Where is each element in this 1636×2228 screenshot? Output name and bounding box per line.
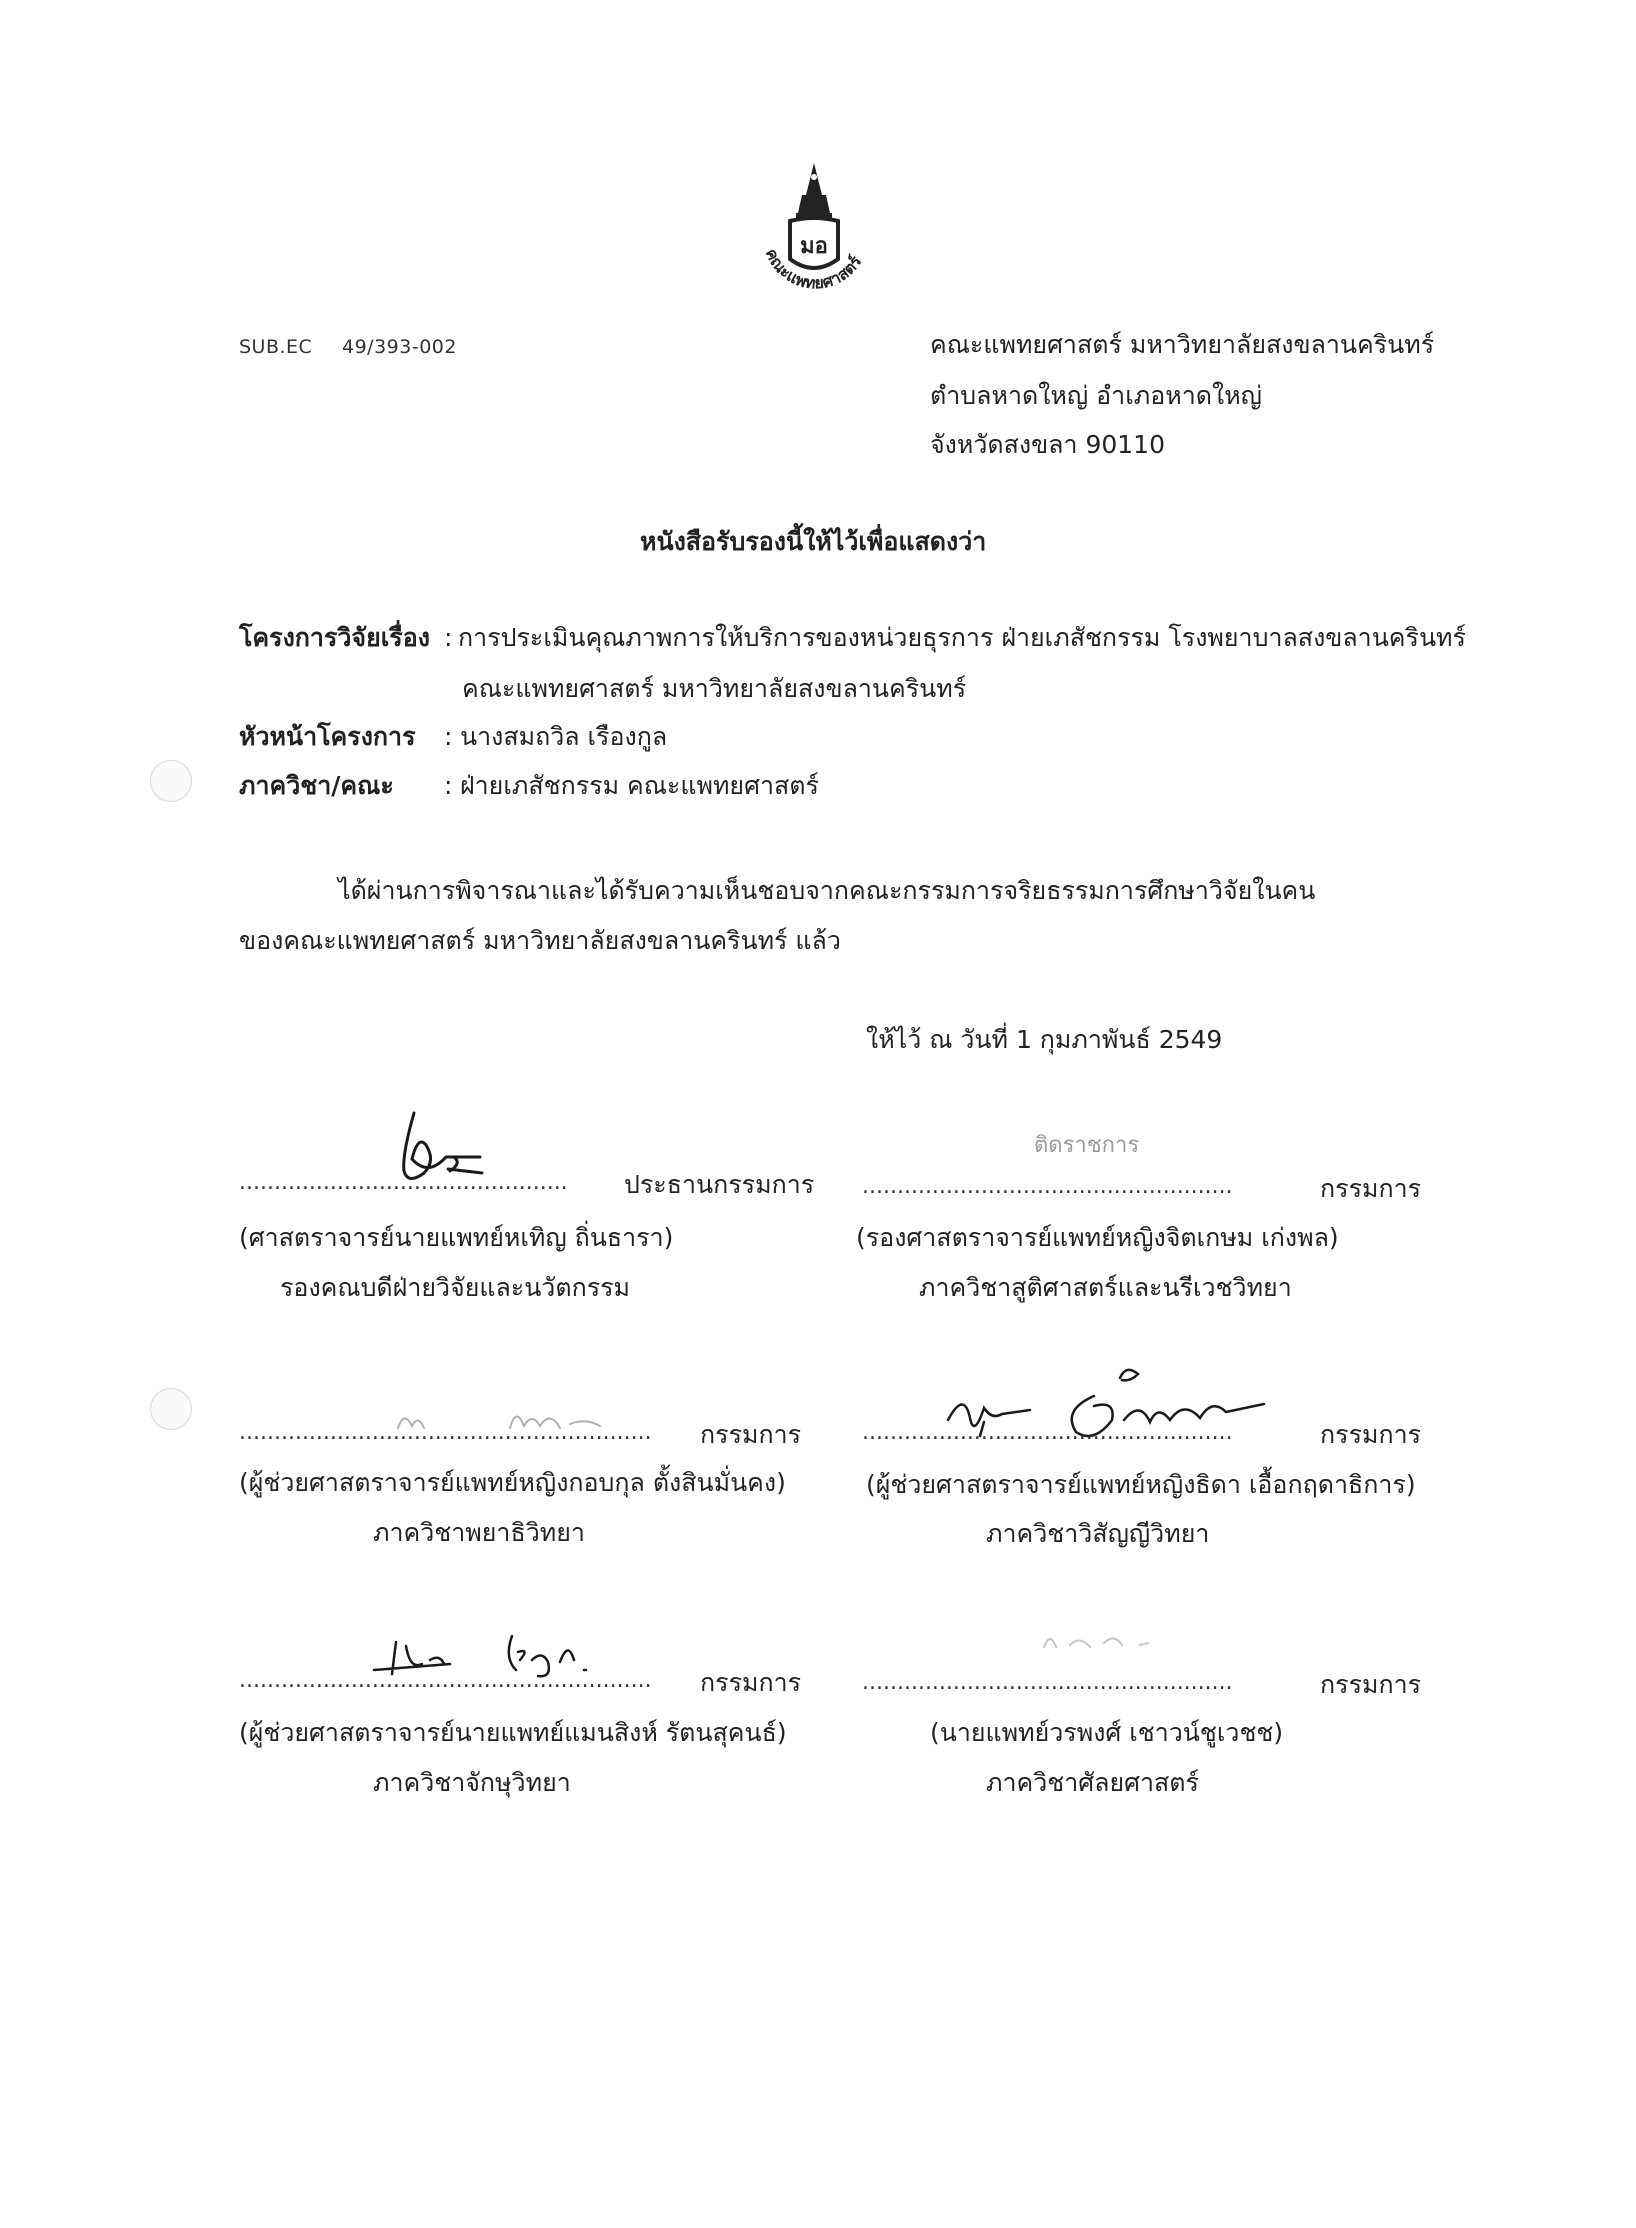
body-line-2: ของคณะแพทยศาสตร์ มหาวิทยาลัยสงขลานครินทร์ แล้ว <box>239 926 841 955</box>
sig3-role: กรรมการ <box>700 1420 802 1449</box>
signature-committee-6 <box>1040 1625 1180 1655</box>
project-head-value: นางสมถวิล เรืองกูล <box>460 722 668 751</box>
address-line-2: ตำบลหาดใหญ่ อำเภอหาดใหญ่ <box>930 381 1262 410</box>
project-head-sep: : <box>444 722 453 751</box>
sig6-role: กรรมการ <box>1320 1670 1422 1699</box>
sig4-role: กรรมการ <box>1320 1420 1422 1449</box>
project-head-label: หัวหน้าโครงการ <box>239 722 416 751</box>
sig2-dotline: ..................................................... <box>862 1174 1233 1199</box>
body-line-1: ได้ผ่านการพิจารณาและได้รับความเห็นชอบจากคณะกรรมการจริยธรรมการศึกษาวิจัยในคน <box>338 876 1316 905</box>
sig5-position: ภาควิชาจักษุวิทยา <box>373 1768 571 1797</box>
sig3-position: ภาควิชาพยาธิวิทยา <box>373 1518 585 1547</box>
sig2-position: ภาควิชาสูติศาสตร์และนรีเวชวิทยา <box>919 1273 1292 1302</box>
sig2-name: (รองศาสตราจารย์แพทย์หญิงจิตเกษม เก่งพล) <box>856 1223 1339 1252</box>
ref-label: SUB.EC <box>239 336 313 358</box>
sig5-dotline: ........................................................... <box>239 1668 652 1693</box>
sig1-dotline: ............................................... <box>239 1170 568 1195</box>
sig4-dotline: ..................................................... <box>862 1420 1233 1445</box>
faculty-seal-logo <box>742 155 887 320</box>
sig6-position: ภาควิชาศัลยศาสตร์ <box>986 1768 1199 1797</box>
sig1-position: รองคณบดีฝ่ายวิจัยและนวัตกรรม <box>280 1273 631 1302</box>
sig5-role: กรรมการ <box>700 1668 802 1697</box>
sig4-position: ภาควิชาวิสัญญีวิทยา <box>986 1519 1210 1548</box>
punch-hole-bottom <box>150 1388 192 1430</box>
sig1-role: ประธานกรรมการ <box>624 1170 815 1199</box>
address-line-1: คณะแพทยศาสตร์ มหาวิทยาลัยสงขลานครินทร์ <box>930 330 1435 359</box>
project-title-line-1: การประเมินคุณภาพการให้บริการของหน่วยธุรการ ฝ่ายเภสัชกรรม โรงพยาบาลสงขลานครินทร์ <box>458 623 1466 652</box>
project-dept-sep: : <box>444 771 453 800</box>
ref-number: 49/393-002 <box>342 336 457 358</box>
certificate-heading: หนังสือรับรองนี้ให้ไว้เพื่อแสดงว่า <box>640 527 987 556</box>
project-dept-label: ภาควิชา/คณะ <box>239 771 394 800</box>
sig4-name: (ผู้ช่วยศาสตราจารย์แพทย์หญิงธิดา เอื้อกฤดาธิการ) <box>866 1470 1416 1499</box>
punch-hole-top <box>150 760 192 802</box>
sig3-dotline: ........................................................... <box>239 1420 652 1445</box>
sig6-dotline: ..................................................... <box>862 1670 1233 1695</box>
project-title-line-2: คณะแพทยศาสตร์ มหาวิทยาลัยสงขลานครินทร์ <box>462 674 967 703</box>
sig5-name: (ผู้ช่วยศาสตราจารย์นายแพทย์แมนสิงห์ รัตนสุคนธ์) <box>239 1718 787 1747</box>
sig2-role: กรรมการ <box>1320 1174 1422 1203</box>
project-dept-value: ฝ่ายเภสัชกรรม คณะแพทยศาสตร์ <box>460 771 819 800</box>
issue-date: ให้ไว้ ณ วันที่ 1 กุมภาพันธ์ 2549 <box>866 1025 1223 1054</box>
address-line-3: จังหวัดสงขลา 90110 <box>930 430 1165 459</box>
sig2-absent-stamp: ติดราชการ <box>1034 1133 1140 1158</box>
project-label: โครงการวิจัยเรื่อง <box>239 623 430 652</box>
project-sep: : <box>444 623 453 652</box>
sig6-name: (นายแพทย์วรพงศ์ เชาวน์ชูเวชช) <box>930 1718 1284 1747</box>
seal-ring-text: คณะแพทยศาสตร์ <box>761 245 866 293</box>
sig3-name: (ผู้ช่วยศาสตราจารย์แพทย์หญิงกอบกุล ตั้งสินมั่นคง) <box>239 1468 786 1497</box>
sig1-name: (ศาสตราจารย์นายแพทย์หเทิญ ถิ่นธารา) <box>239 1223 674 1252</box>
svg-text:มอ: มอ <box>800 234 828 259</box>
